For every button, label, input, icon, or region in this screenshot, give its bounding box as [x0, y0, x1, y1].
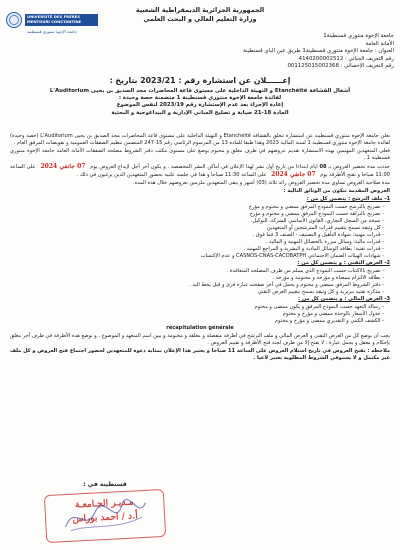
university-seal-icon	[6, 12, 22, 28]
body-paragraph-1: تعلن جامعة الإخوة منتوري قسنطينة عن استشارة تتعلق بالقشافة Etanchéité و التهيئة الداخلية على مستوى قاعة المحاضرات مجد الصديق بن يحيى L'Auditorium (حصة وحيدة) لفائدة جامعة الإخوة منتوري قسنطينة 1 لسنة المالية 2023 وهذا طبقا للمادة 13 من المرسوم الرئاسي رقم 15-247 المتضمن تنظيم الصفقات العمومية و تفويضات المرفق العام .	[10, 133, 390, 146]
opening-date: 07 جانفي 2024	[271, 171, 316, 178]
list-item: - رسالة التعهد حسب النموذج المرفق و يكون ممضى و مختوم	[10, 304, 384, 311]
admin-secretariat: الأمانة العامة	[365, 40, 394, 47]
validity-paragraph: مدة صلاحية العروض تساوي مدة تحضير العروض زائد ثلاثة (03) أشهر و يبقى المتعهدين ملزمين بعروضهم خلال هذه المدة.	[133, 180, 390, 186]
stamp-name: أ.د / احمد بوراس	[72, 511, 138, 525]
recap-label: récapitulation générale	[166, 325, 234, 331]
list-item: - الكشف الكمي و التقديري ممضى و مؤرخ و مختوم	[10, 318, 384, 325]
republic-title: الجمهورية الجزائرية الديمقراطية الشعبية	[135, 6, 265, 14]
subject-line-3: إعادة الإجراء بعد عدم الإستشارة رقم 2023/19 لنفس الموضوع	[116, 102, 284, 109]
official-stamp	[44, 489, 166, 543]
logo-text-en: UNIVERSITÉ DES FRÈRES MENTOURI CONSTANTINE	[25, 14, 98, 25]
list-item: - تصريح بالاكتتاب حسب النموذج الذي يسلم من طرف المصلحة المتعاقدة .	[10, 268, 384, 275]
list-item: - قدرات مالية: وسائل مبررة بالحصائل المهنية و المالية .	[10, 239, 384, 246]
list-item: - نسخة من السجل التجاري، القانون الأساسي للشركة، التوكيل.	[10, 218, 384, 225]
documents-heading: العروض المقدمة تتكون من الوثائق التالية :	[283, 188, 390, 194]
financial-heading: 3- العرض المالي : و يتضمن كل من :	[298, 296, 390, 302]
deadline-days: 08	[319, 164, 327, 170]
technical-heading: 2- العرض التقني : و يتضمن كل من :	[297, 260, 390, 266]
admin-address: العنوان : جامعة الإخوة منتوري قسنطينة1 طريق عين الباي قسنطينة	[243, 48, 394, 55]
signature-block	[30, 481, 180, 540]
admin-university: جامعة الإخوة منتوري قسنطينة1	[323, 33, 394, 39]
footer-note: ملاحظة : تفتح العروض في تاريخ استلام العروض على الساعة 11 صباحا و يعتبر هذا الإعلان بمثابة دعوة للمتعهدين لحضور اجتماع فتح العروض و كل ملف غير مكتمل و لا يستوفي الشروط المطلوبة يعتبر لاغيا .	[10, 348, 390, 361]
title-number: 2023/21	[140, 76, 176, 85]
list-item: - شهادات الهيئات الضمان الاجتماعي CASNOS-CNAS-CACOBATPH و عدم الإكتساب	[10, 253, 384, 260]
list-item: - بطاقة الالتزام ممضاة و مؤرخة و مختومة و مؤرخة .	[10, 275, 384, 282]
list-item: - مذكرة تقنية تبريرية و كل وثيقة تسمح بتقييم العرض التقني	[10, 289, 384, 296]
admin-nif: رقم التعريف الجبائي : 4140200002512	[298, 55, 394, 62]
subject-line-2: لفائدة جامعة الإخوة منتوري قسنطينة 1 متضمنة حصة وحيدة :	[118, 95, 282, 102]
financial-list	[10, 304, 390, 325]
deposit-date: 07 جانفي 2024	[40, 163, 86, 170]
candidature-list	[10, 204, 390, 260]
list-item: - كل وثيقة تسمح بتقييم قدرات المترشحين أو المتعهدين	[10, 225, 384, 232]
technical-list	[10, 268, 390, 296]
list-item: - تصريح بالترشح حسب النموذج المرفق ممضي و مختوم و مؤرخ	[10, 204, 384, 211]
signature-scribble-icon	[59, 495, 151, 538]
ministry-title: وزارة التعليم العالي و البحث العلمي	[143, 14, 257, 23]
title-date-label: بتاريخ :	[109, 76, 138, 85]
subject-line-4: المادة 18-21 صيانة و تصليح المباني الإدارية و البيداغوجية و البحثية	[111, 109, 289, 116]
admin-stat: رقم التعريف الإحصائي : 001125015002368	[287, 63, 394, 70]
envelope-paragraph: يجب أن يوضع كل من العرض التقني و العرض المالي و ملف الترشح في أظرفة منفصلة و مغلقة و مختومة و يبين اسم المتعهد و الموضوع ، و توضع هذه الأظرفة في ظرف آخر مغلق بإحكام و مغفل و يحمل عبارة : لا يفتح إلا من طرف لجنة فتح الأظرفة و تقييم العروض .	[10, 333, 390, 346]
list-item: - تصريح بالنزاهة حسب النموذج المرفق ممضي و مختوم و مؤرخ	[10, 211, 384, 218]
list-item: - دفتر الشروط المرفق ممضي و مختوم و يحمل في آخر صفحته عبارة قرئ و قبل بخط اليد .	[10, 282, 384, 289]
candidature-heading: 1- ملف الترشح : يتضمن كل من :	[306, 196, 390, 202]
admin-block	[174, 33, 394, 71]
list-item: - قدرات تقنية: بطاقة الوسائل المادية و البشرية و المراجع المهنية .	[10, 246, 384, 253]
official-header	[90, 6, 310, 23]
notice-body	[10, 133, 390, 363]
stamp-title: مـديـر الجـامعـة	[74, 497, 134, 511]
list-item: - جدول الأسعار بالوحدة ممضى و مؤرخ و مختوم	[10, 311, 384, 318]
list-item: - قدرات مهنية: شهادة التأهيل و التصنيف - الصنف 3 فما فوق .	[10, 232, 384, 239]
body-paragraph-2: فعلى المتعهدين المهتمين بهذه الاستشارة تقديم عروضهم في ظرف مغلق و مختوم يوضع على مستوى مكتب دفتر الشروط مصلحة الصفقات الأمانة العامة جامعة الإخوة منتوري قسنطينة 1 .	[10, 148, 390, 161]
subject-line-1: أشغال القشافة Etanchéité و التهيئة الداخلية على مستوى قاعة المحاضرات مجد الصديق بن يحيى L'Auditorium	[49, 88, 351, 94]
title-prefix: إعــــــلان عن استشارة رقم :	[178, 76, 291, 85]
deadline-paragraph: حددت مدة تحضير العروض بـ 08 ايام ابتداءا من تاريخ أول نشر لهذا الإعلان في أماكن النشر المخصصة . و يكون آخر أجل لإيداع العروض يوم 07 جانفي 2024 على الساعة 11:00 صباحا و تفتح الأظرفة يوم 07 جانفي 2024 على الساعة 11:30 صباحا و هذا في جلسة علنية بحضور المتعهدين الذين يرغبون في ذلك .	[10, 163, 390, 178]
university-logo	[6, 12, 98, 34]
signature-city: قسنطينة في :	[83, 481, 127, 488]
logo-text-ar: جامعة الإخوة منتوري قسنطينة	[27, 29, 77, 34]
notice-subject	[10, 88, 390, 117]
notice-title	[35, 76, 365, 85]
